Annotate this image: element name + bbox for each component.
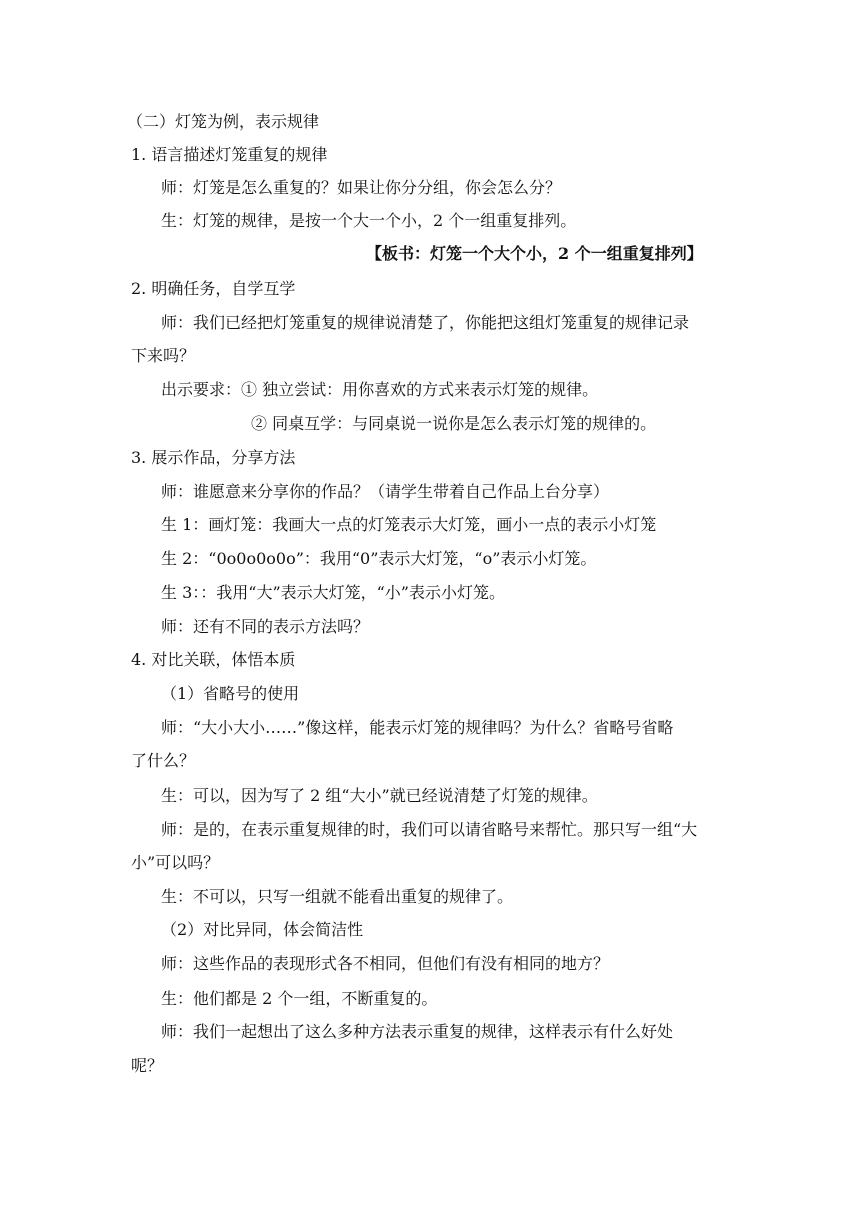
teacher-line-continued: 呢？	[131, 1056, 164, 1075]
student-line: 生：灯笼的规律，是按一个大一个小，2 个一组重复排列。	[161, 211, 577, 230]
subsection-heading-2: （2）对比异同，体会简洁性	[161, 920, 364, 939]
step-heading-3: 3. 展示作品，分享方法	[131, 448, 296, 467]
subsection-heading-1: （1）省略号的使用	[161, 684, 300, 703]
teacher-line: 师：还有不同的表示方法吗？	[161, 617, 370, 636]
step-heading-1: 1. 语言描述灯笼重复的规律	[131, 145, 328, 164]
section-heading: （二）灯笼为例，表示规律	[127, 112, 320, 131]
teacher-line: 师：“大小大小……”像这样，能表示灯笼的规律吗？为什么？省略号省略	[161, 718, 674, 737]
student-line: 生：不可以，只写一组就不能看出重复的规律了。	[161, 887, 514, 906]
teacher-line: 师：我们已经把灯笼重复的规律说清楚了，你能把这组灯笼重复的规律记录	[161, 313, 690, 332]
student-line: 生：他们都是 2 个一组，不断重复的。	[161, 989, 438, 1008]
requirement-2: ② 同桌互学：与同桌说一说你是怎么表示灯笼的规律的。	[251, 414, 657, 433]
step-heading-2: 2. 明确任务，自学互学	[131, 279, 296, 298]
step-heading-4: 4. 对比关联，体悟本质	[131, 650, 296, 669]
teacher-line: 师：我们一起想出了这么多种方法表示重复的规律，这样表示有什么好处	[161, 1022, 674, 1041]
student-line: 生 1：画灯笼：我画大一点的灯笼表示大灯笼，画小一点的表示小灯笼	[161, 515, 657, 534]
teacher-line: 师：这些作品的表现形式各不相同，但他们有没有相同的地方？	[161, 954, 610, 973]
student-line: 生 2：“0o0o0o0o”：我用“0”表示大灯笼，“o”表示小灯笼。	[161, 549, 597, 568]
teacher-line: 师：灯笼是怎么重复的？如果让你分分组，你会怎么分？	[161, 178, 562, 197]
board-note: 【板书：灯笼一个大个小，2 个一组重复排列】	[366, 244, 703, 263]
teacher-line-continued: 了什么？	[131, 751, 196, 770]
student-line: 生 3：：我用“大”表示大灯笼，“小”表示小灯笼。	[161, 583, 505, 602]
student-line: 生：可以，因为写了 2 组“大小”就已经说清楚了灯笼的规律。	[161, 786, 598, 805]
teacher-line-continued: 下来吗？	[131, 346, 196, 365]
teacher-line-continued: 小”可以吗？	[131, 853, 220, 872]
teacher-line: 师：谁愿意来分享你的作品？（请学生带着自己作品上台分享）	[161, 482, 610, 501]
teacher-line: 师：是的，在表示重复规律的时，我们可以请省略号来帮忙。那只写一组“大	[161, 820, 698, 839]
requirement-1: 出示要求：① 独立尝试：用你喜欢的方式来表示灯笼的规律。	[161, 380, 599, 399]
